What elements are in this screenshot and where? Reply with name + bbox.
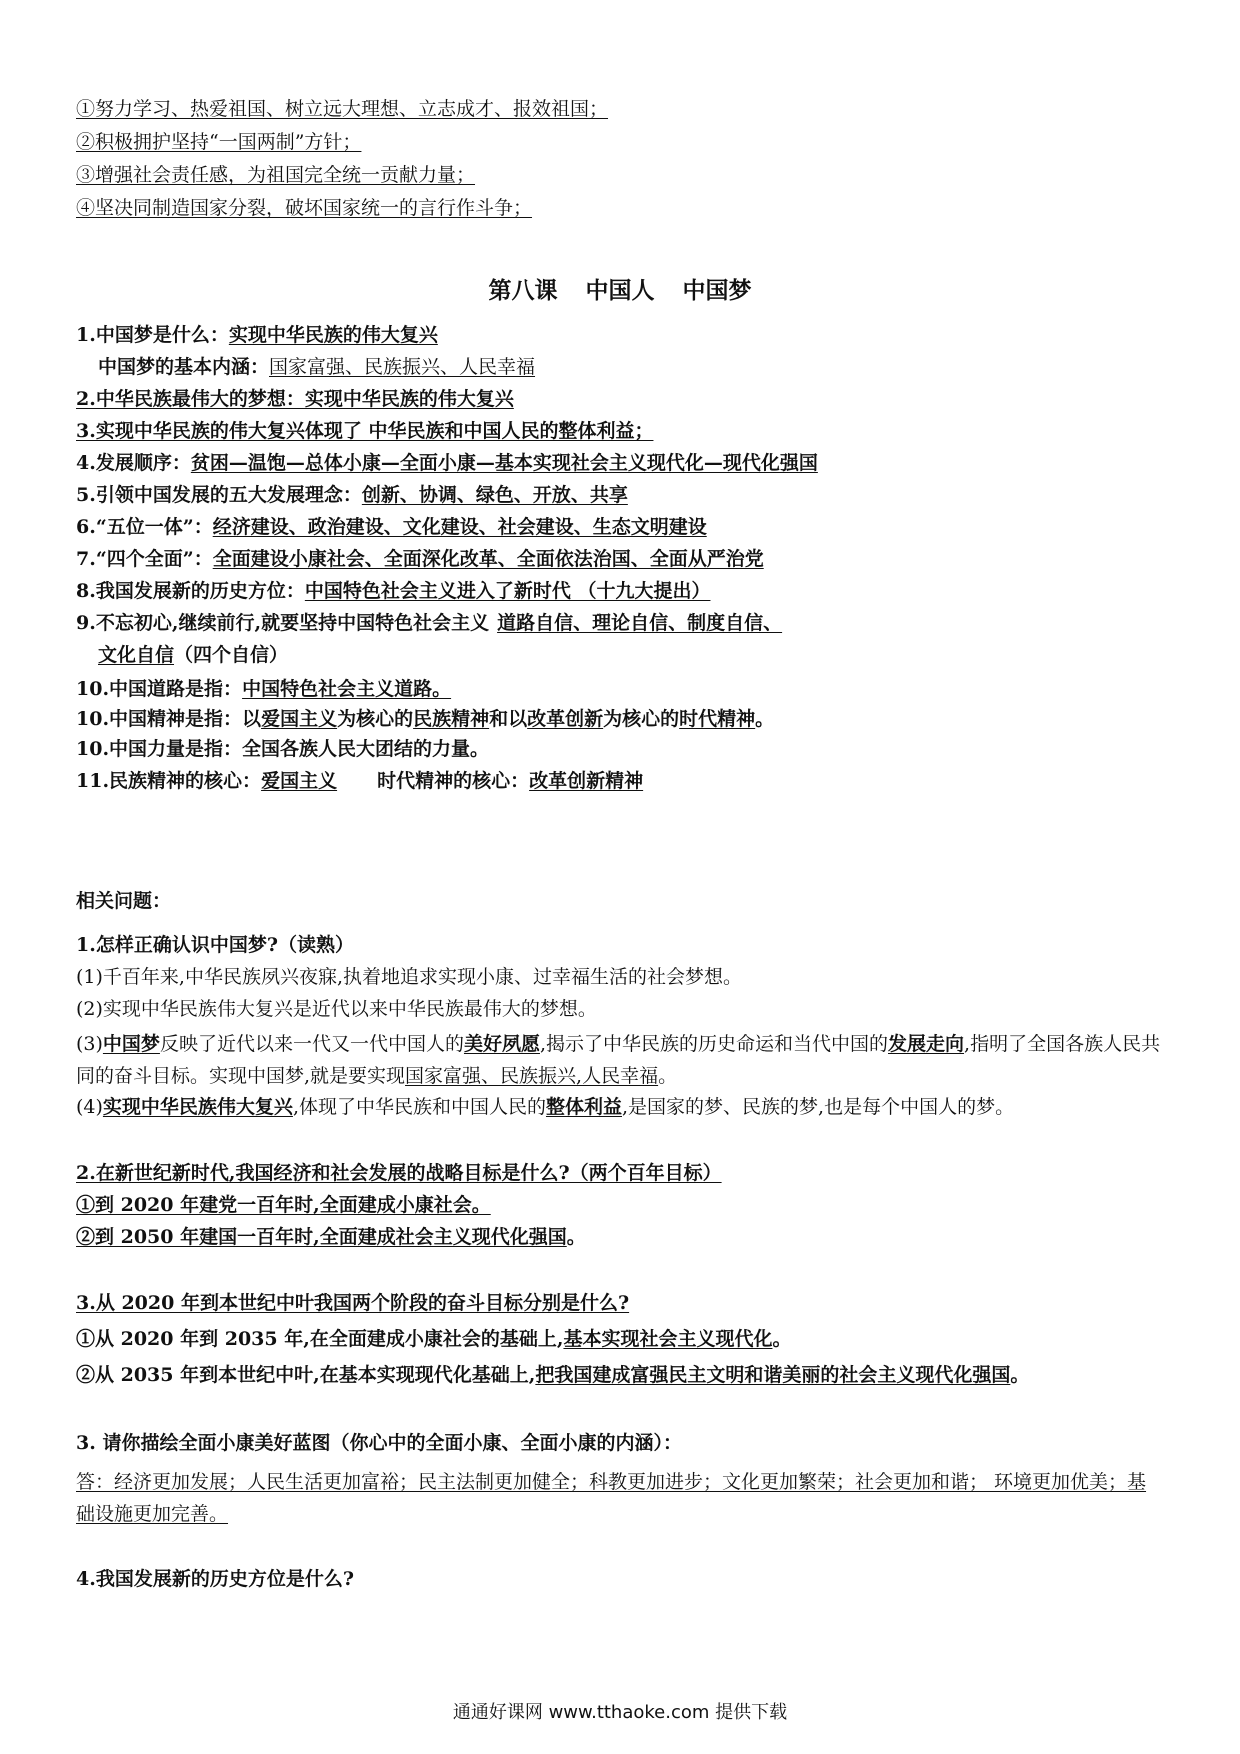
lesson-title bbox=[0, 272, 1240, 305]
list-item: ①努力学习、热爱祖国、树立远大理想、立志成才、报效祖国； bbox=[76, 98, 609, 120]
point-6: 6.“五位一体”：经济建设、政治建设、文化建设、社会建设、生态文明建设 bbox=[76, 516, 707, 538]
point-11: 11.民族精神的核心：爱国主义 时代精神的核心：改革创新精神 bbox=[76, 770, 644, 792]
answer-line: ②到 2050 年建国一百年时,全面建成社会主义现代化强国。 bbox=[76, 1226, 586, 1248]
point-2: 2.中华民族最伟大的梦想：实现中华民族的伟大复兴 bbox=[76, 388, 514, 410]
point-1b: 中国梦的基本内涵：国家富强、民族振兴、人民幸福 bbox=[98, 356, 536, 378]
point-8: 8.我国发展新的历史方位：中国特色社会主义进入了新时代 （十九大提出） bbox=[76, 580, 711, 602]
answer-line: ②从 2035 年到本世纪中叶,在基本实现现代化基础上,把我国建成富强民主文明和谐美丽的社会主义现代化强国。 bbox=[76, 1364, 1030, 1386]
question-5: 4.我国发展新的历史方位是什么? bbox=[76, 1568, 354, 1590]
footer: 通通好课网 www.tthaoke.com 提供下载 bbox=[452, 1702, 788, 1723]
point-10c: 10.中国力量是指：全国各族人民大团结的力量。 bbox=[76, 738, 490, 760]
lesson-title-part: 中国人 bbox=[585, 278, 655, 304]
related-heading: 相关问题： bbox=[76, 890, 172, 912]
question-1: 1.怎样正确认识中国梦?（读熟） bbox=[76, 934, 354, 956]
answer-line: (4)实现中华民族伟大复兴,体现了中华民族和中国人民的整体利益,是国家的梦、民族的梦,也是每个中国人的梦。 bbox=[76, 1096, 1015, 1118]
answer-line: (3)中国梦反映了近代以来一代又一代中国人的美好夙愿,揭示了中华民族的历史命运和当代中国的发展走向,指明了全国各族人民共同的奋斗目标。实现中国梦,就是要实现国家富强、民族振兴,人民幸福。 bbox=[76, 1033, 1161, 1087]
point-9b: 文化自信（四个自信） bbox=[98, 644, 289, 666]
answer-line: ①从 2020 年到 2035 年,在全面建成小康社会的基础上,基本实现社会主义现代化。 bbox=[76, 1328, 792, 1350]
lesson-number: 第八课 bbox=[488, 278, 558, 304]
answer-line: ①到 2020 年建党一百年时,全面建成小康社会。 bbox=[76, 1194, 491, 1216]
lesson-title-part: 中国梦 bbox=[682, 278, 752, 304]
point-7: 7.“四个全面”：全面建设小康社会、全面深化改革、全面依法治国、全面从严治党 bbox=[76, 548, 764, 570]
point-10a: 10.中国道路是指：中国特色社会主义道路。 bbox=[76, 678, 452, 700]
point-4: 4.发展顺序：贫困—温饱—总体小康—全面小康—基本实现社会主义现代化—现代化强国 bbox=[76, 452, 818, 474]
answer-line: (2)实现中华民族伟大复兴是近代以来中华民族最伟大的梦想。 bbox=[76, 998, 597, 1020]
point-5: 5.引领中国发展的五大发展理念：创新、协调、绿色、开放、共享 bbox=[76, 484, 628, 506]
list-item: ②积极拥护坚持“一国两制”方针； bbox=[76, 131, 362, 153]
list-item: ④坚决同制造国家分裂，破坏国家统一的言行作斗争； bbox=[76, 197, 533, 219]
point-1: 1.中国梦是什么：实现中华民族的伟大复兴 bbox=[76, 324, 438, 346]
answer-line: (1)千百年来,中华民族夙兴夜寐,执着地追求实现小康、过幸福生活的社会梦想。 bbox=[76, 966, 742, 988]
question-4: 3. 请你描绘全面小康美好蓝图（你心中的全面小康、全面小康的内涵）： bbox=[76, 1432, 682, 1454]
question-2: 2.在新世纪新时代,我国经济和社会发展的战略目标是什么?（两个百年目标） bbox=[76, 1162, 722, 1184]
question-3: 3.从 2020 年到本世纪中叶我国两个阶段的奋斗目标分别是什么? bbox=[76, 1292, 630, 1314]
point-9: 9.不忘初心,继续前行,就要坚持中国特色社会主义 道路自信、理论自信、制度自信、 bbox=[76, 612, 783, 634]
answer-line: 答：经济更加发展；人民生活更加富裕；民主法制更加健全；科教更加进步；文化更加繁荣；社会更加和谐； 环境更加优美；基础设施更加完善。 bbox=[76, 1471, 1147, 1525]
point-3: 3.实现中华民族的伟大复兴体现了 中华民族和中国人民的整体利益； bbox=[76, 420, 654, 442]
point-10b: 10.中国精神是指：以爱国主义为核心的民族精神和以改革创新为核心的时代精神。 bbox=[76, 708, 775, 730]
list-item: ③增强社会责任感，为祖国完全统一贡献力量； bbox=[76, 164, 476, 186]
